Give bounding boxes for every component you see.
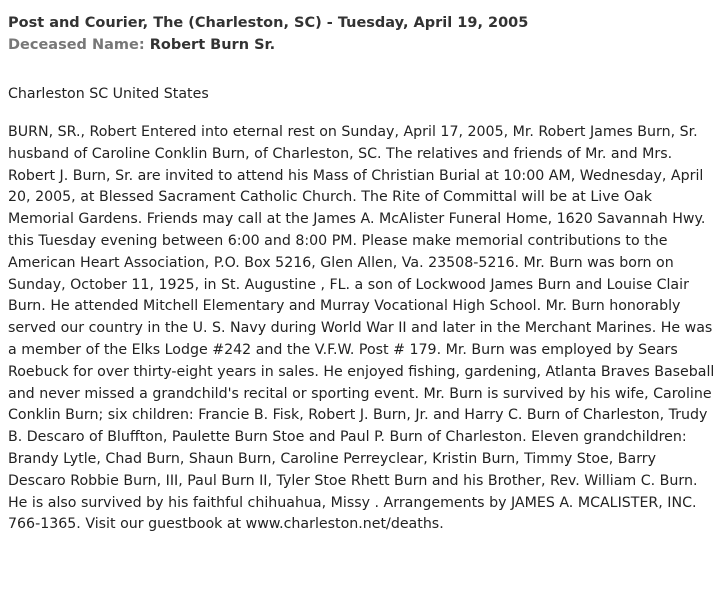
deceased-name: Robert Burn Sr. (149, 37, 276, 53)
deceased-label: Deceased Name: (8, 37, 145, 53)
location-line: Charleston SC United States (8, 86, 209, 102)
obituary-text: BURN, SR., Robert Entered into eternal rest on Sunday, April 17, 2005, Mr. Robert James Burn, Sr. husband of Caroline Conklin Burn, of Charleston, SC. The relatives and friends of Mr. and Mrs. Robert J. Burn, Sr. are invited to attend his Mass of Christian Burial at 10:00 AM, Wednesday, April 20, 2005, at Blessed Sacrament Catholic Church. The Rite of Committal will be at Live Oak Memorial Gardens. Friends may call at the James A. McAlister Funeral Home, 1620 Savannah Hwy. this Tuesday evening between 6:00 and 8:00 PM. Please make memorial contributions to the American Heart Association, P.O. Box 5216, Glen Allen, Va. 23508-5216. Mr. Burn was born on Sunday, October 11, 1925, in St. Augustine , FL. a son of Lockwood James Burn and Louise Clair Burn. He attended Mitchell Elementary and Murray Vocational High School. Mr. Burn honorably served our country in the U. S. Navy during World War II and later in the Merchant Marines. He was a member of the Elks Lodge #242 and the V.F.W. Post # 179. Mr. Burn was employed by Sears Roebuck for over thirty-eight years in sales. He enjoyed fishing, gardening, Atlanta Braves Baseball and never missed a grandchild's recital or sporting event. Mr. Burn is survived by his wife, Caroline Conklin Burn; six children: Francie B. Fisk, Robert J. Burn, Jr. and Harry C. Burn of Charleston, Trudy B. Descaro of Bluffton, Paulette Burn Stoe and Paul P. Burn of Charleston. Eleven grandchildren: Brandy Lytle, Chad Burn, Shaun Burn, Caroline Perreyclear, Kristin Burn, Timmy Stoe, Barry Descaro Robbie Burn, III, Paul Burn II, Tyler Stoe Rhett Burn and his Brother, Rev. William C. Burn. He is also survived by his faithful chihuahua, Missy . Arrangements by JAMES A. MCALISTER, INC. 766-1365. Visit our guestbook at www.charleston.net/deaths. (8, 124, 715, 533)
publication-headline: Post and Courier, The (Charleston, SC) - Tuesday, April 19, 2005 (8, 15, 529, 31)
deceased-row (8, 34, 712, 56)
